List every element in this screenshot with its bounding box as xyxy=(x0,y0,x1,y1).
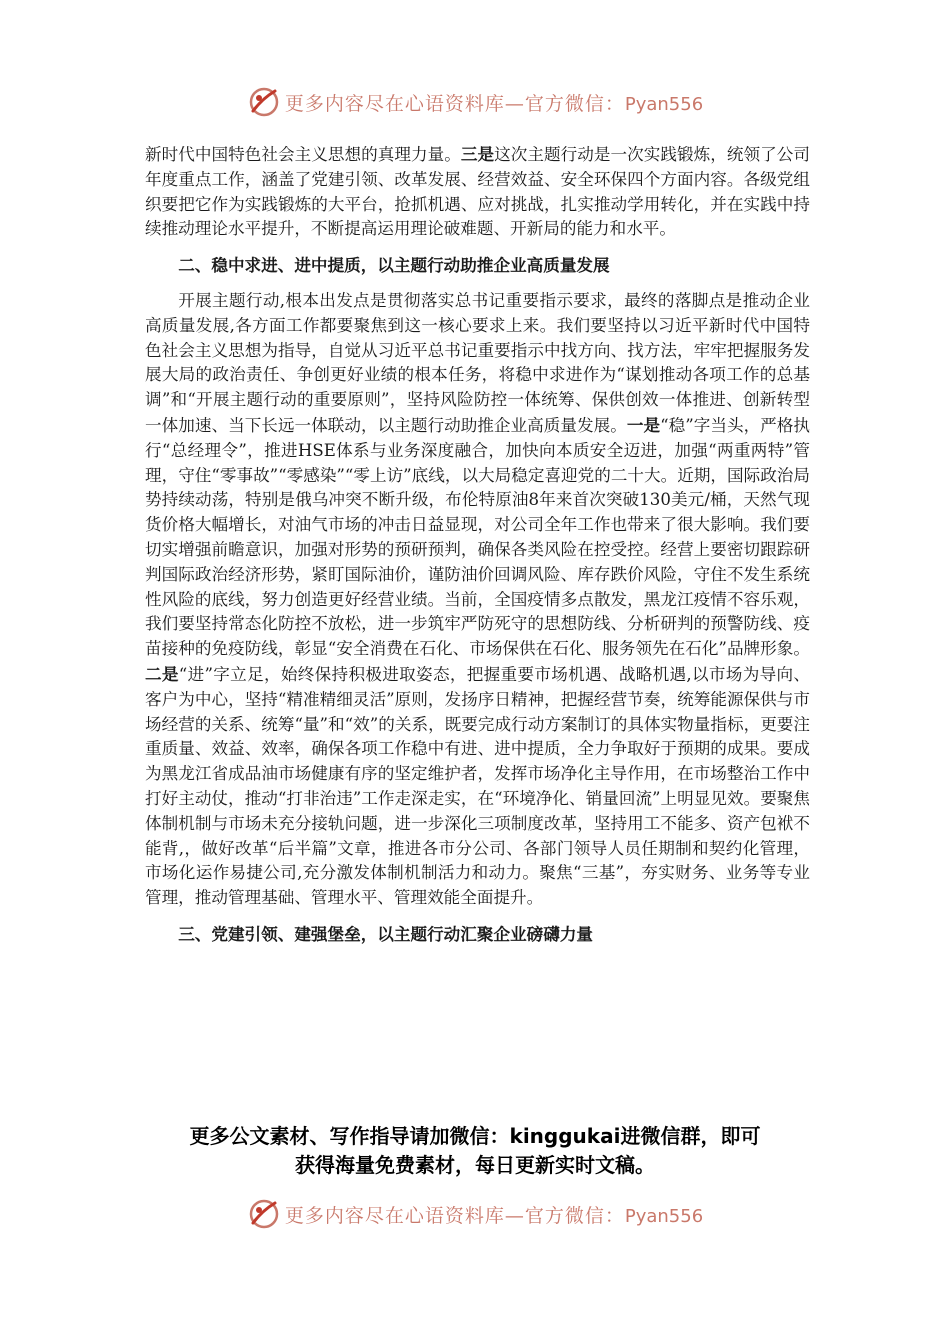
footer-banner-prefix: 更多内容尽在心语资料库—官方微信： xyxy=(284,1204,625,1227)
section-heading-3: 三、党建引领、建强堡垒，以主题行动汇聚企业磅礴力量 xyxy=(178,923,594,944)
promo-notice xyxy=(130,1122,820,1180)
paragraph-1-text-b: 这次主题行动是一次实践锻炼，统领了公司年度重点工作，涵盖了党建引领、改革发展、经营效益、安全环保四个方面内容。各级党组织要把它作为实践锻炼的大平台，抢抓机遇、应对挑战，扎实推动学用转化，并在实践中持续推动理论水平提升，不断提高运用理论破难题、开新局的能力和水平。 xyxy=(145,145,811,239)
document-body xyxy=(145,142,810,947)
paragraph-2-text-c: “进”字立足，始终保持积极进取姿态，把握重要市场机遇、战略机遇,以市场为导向、客户为中心，坚持“精准精细灵活”原则，发扬序日精神，把握经营节奏，统筹能源保供与市场经营的关系、统筹“量”和“效”的关系，既要完成行动方案制订的具体实物量指标，更要注重质量、效益、效率，确保各项工作稳中有进、进中提质，全力争取好于预期的成果。要成为黑龙江省成品油市场健康有序的坚定维护者，发挥市场净化主导作用，在市场整治工作中打好主动仗，推动“打非治违”工作走深走实，在“环境净化、销量回流”上明显见效。要聚焦体制机制与市场未充分接轨问题，进一步深化三项制度改革，坚持用工不能多、资产包袱不能背,，做好改革“后半篇”文章，推进各市分公司、各部门领导人员任期制和契约化管理，市场化运作易捷公司,充分激发体制机制活力和动力。聚焦“三基”，夯实财务、业务等专业管理，推动管理基础、管理水平、管理效能全面提升。 xyxy=(145,664,810,908)
section-heading-2: 二、稳中求进、进中提质，以主题行动助推企业高质量发展 xyxy=(178,255,610,276)
footer-banner-handle: Pyan556 xyxy=(624,1205,704,1227)
promo-line-2: 获得海量免费素材，每日更新实时文稿。 xyxy=(295,1153,655,1177)
paragraph-1 xyxy=(145,142,810,242)
paragraph-2-text-b: “稳”字当头，严格执行“总经理令”，推进HSE体系与业务深度融合，加快向本质安全迈进，加强“两重两特”管理，守住“零事故”“零感染”“零上访”底线，以大局稳定喜迎党的二十大。近期，国际政治局势持续动荡，特别是俄乌冲突不断升级，布伦特原油8年来首次突破130美元/桶，天然气现货价格大幅增长，对油气市场的冲击日益显现，对公司全年工作也带来了很大影响。我们要切实增强前瞻意识，加强对形势的预研预判，确保各类风险在控受控。经营上要密切跟踪研判国际政治经济形势，紧盯国际油价，谨防油价回调风险、库存跌价风险，守住不发生系统性风险的底线，努力创造更好经营业绩。当前，全国疫情多点散发，黑龙江疫情不容乐观，我们要坚持常态化防控不放松，进一步筑牢严防死守的思想防线、分析研判的预警防线、疫苗接种的免疫防线，彰显“安全消费在石化、市场保供在石化、服务领先在石化”品牌形象。 xyxy=(145,415,811,659)
promo-line-1: 更多公文素材、写作指导请加微信：kinggukai进微信群，即可 xyxy=(189,1124,761,1148)
header-banner-handle: Pyan556 xyxy=(624,93,704,115)
header-banner-prefix: 更多内容尽在心语资料库—官方微信： xyxy=(284,92,625,115)
ink-brush-logo-icon xyxy=(247,85,281,119)
footer-banner xyxy=(0,1192,950,1236)
paragraph-2 xyxy=(145,289,810,911)
paragraph-1-bold: 三是 xyxy=(460,144,495,164)
footer-banner-text xyxy=(285,1201,703,1228)
paragraph-2-bold-2: 二是 xyxy=(145,663,179,684)
header-banner-text xyxy=(285,89,703,116)
paragraph-1-text-a: 新时代中国特色社会主义思想的真理力量。 xyxy=(145,145,461,164)
paragraph-2-text-a: 开展主题行动,根本出发点是贯彻落实总书记重要指示要求，最终的落脚点是推动企业高质量发展,各方面工作都要聚焦到这一核心要求上来。我们要坚持以习近平新时代中国特色社会主义思想为指导，自觉从习近平总书记重要指示中找方向、找方法，牢牢把握服务发展大局的政治责任、争创更好业绩的根本任务，将稳中求进作为“谋划推动各项工作的总基调”和“开展主题行动的重要原则”，坚持风险防控一体统筹、保供创效一体推进、创新转型一体加速、当下长远一体联动，以主题行动助推企业高质量发展。 xyxy=(145,290,810,435)
paragraph-2-bold-1: 一是 xyxy=(626,414,661,435)
header-banner xyxy=(0,80,950,124)
ink-brush-logo-icon xyxy=(247,1197,281,1231)
